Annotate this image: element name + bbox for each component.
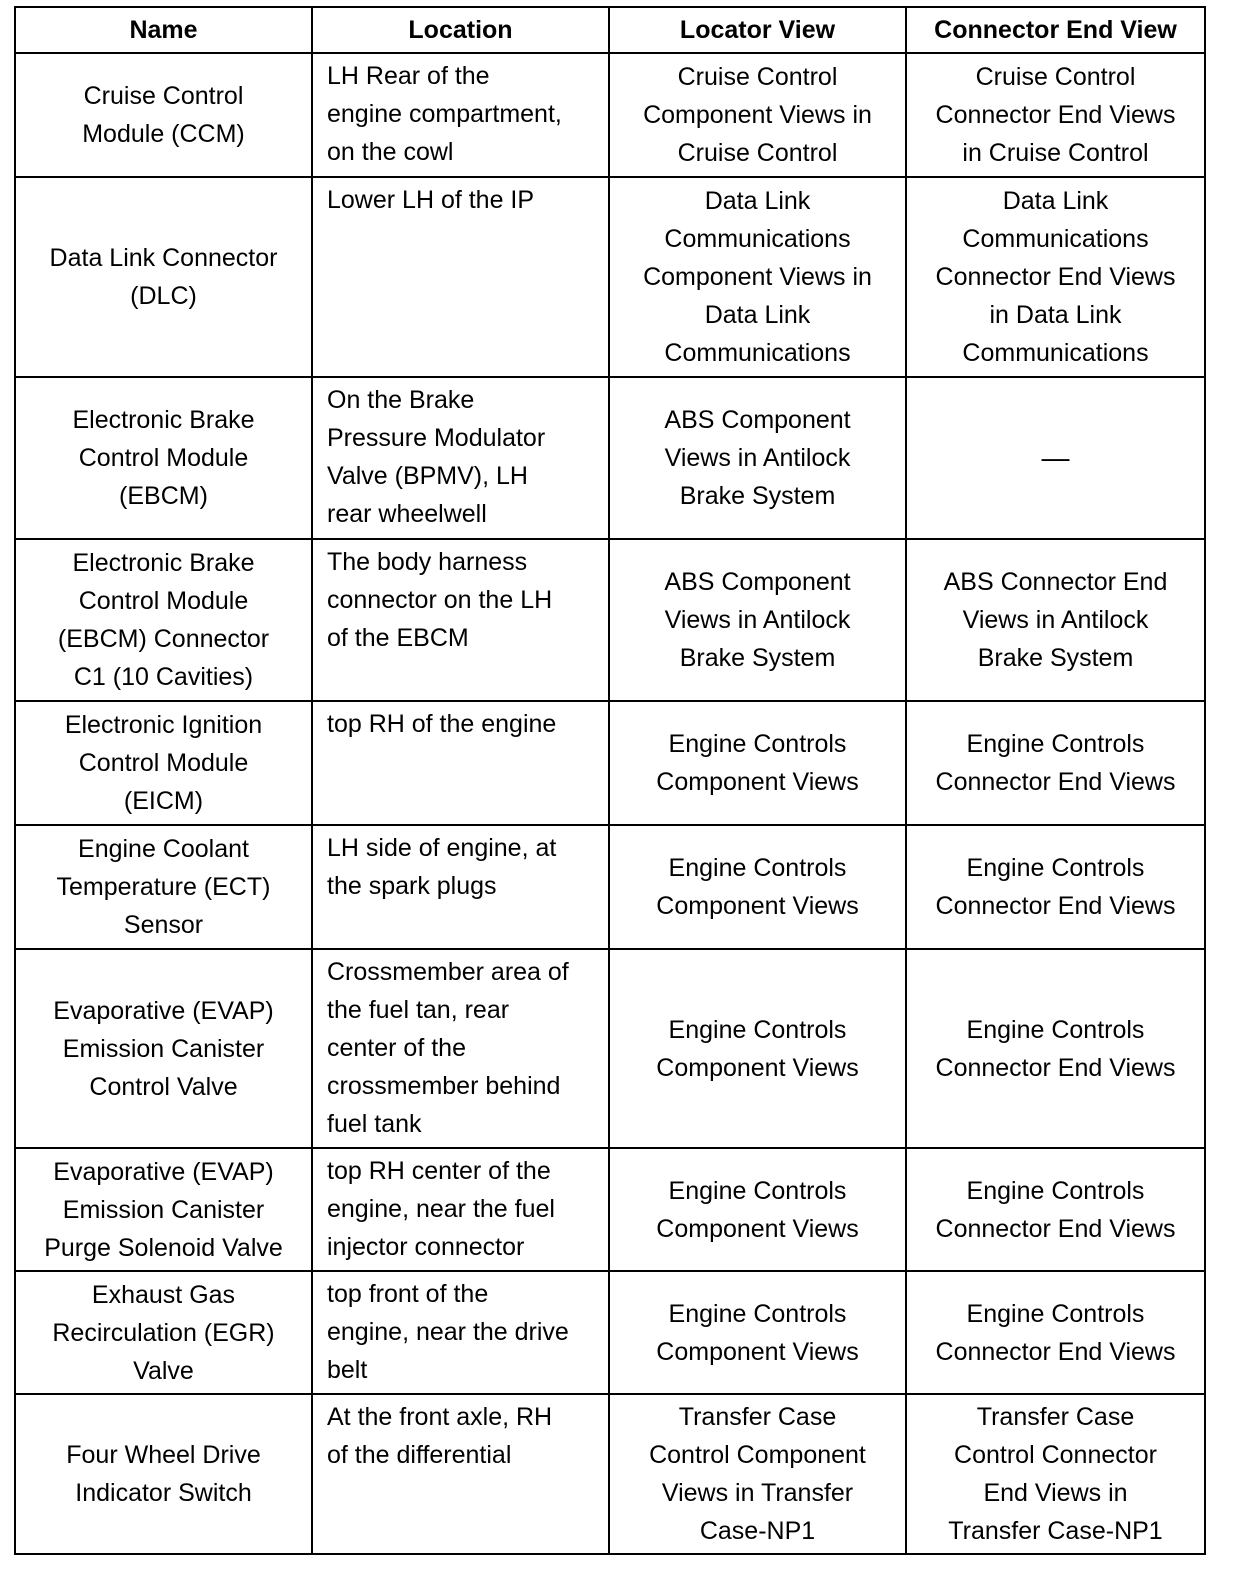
cell-name: Electronic Brake Control Module (EBCM) [15, 377, 312, 539]
table-row [15, 177, 1205, 377]
table-row [15, 1271, 1205, 1394]
header-name: Name [15, 7, 312, 53]
cell-connector-end-view: Engine Controls Connector End Views [906, 949, 1205, 1148]
cell-name: Cruise Control Module (CCM) [15, 53, 312, 177]
table-row [15, 949, 1205, 1148]
cell-locator-view: Engine Controls Component Views [609, 701, 906, 825]
cell-connector-end-view: Engine Controls Connector End Views [906, 1148, 1205, 1271]
cell-locator-view: Transfer Case Control Component Views in Transfer Case-NP1 [609, 1394, 906, 1554]
cell-name: Evaporative (EVAP) Emission Canister Control Valve [15, 949, 312, 1148]
header-row [15, 7, 1205, 53]
cell-connector-end-view: Data Link Communications Connector End Views in Data Link Communications [906, 177, 1205, 377]
cell-location: The body harness connector on the LH of the EBCM [312, 539, 609, 701]
table-row [15, 825, 1205, 949]
cell-connector-end-view: Engine Controls Connector End Views [906, 825, 1205, 949]
component-locator-table [14, 6, 1206, 1555]
cell-location: LH side of engine, at the spark plugs [312, 825, 609, 949]
table-row [15, 1394, 1205, 1554]
cell-locator-view: Engine Controls Component Views [609, 949, 906, 1148]
cell-locator-view: Data Link Communications Component Views in Data Link Communications [609, 177, 906, 377]
table-row [15, 1148, 1205, 1271]
cell-location: At the front axle, RH of the differential [312, 1394, 609, 1554]
cell-name: Exhaust Gas Recirculation (EGR) Valve [15, 1271, 312, 1394]
cell-connector-end-view: Cruise Control Connector End Views in Cruise Control [906, 53, 1205, 177]
cell-connector-end-view: — [906, 377, 1205, 539]
cell-locator-view: ABS Component Views in Antilock Brake System [609, 539, 906, 701]
table-row [15, 377, 1205, 539]
cell-locator-view: ABS Component Views in Antilock Brake System [609, 377, 906, 539]
header-location: Location [312, 7, 609, 53]
cell-location: Crossmember area of the fuel tan, rear center of the crossmember behind fuel tank [312, 949, 609, 1148]
cell-location: top RH of the engine [312, 701, 609, 825]
cell-location: top RH center of the engine, near the fuel injector connector [312, 1148, 609, 1271]
cell-connector-end-view: Transfer Case Control Connector End Views in Transfer Case-NP1 [906, 1394, 1205, 1554]
table-row [15, 53, 1205, 177]
cell-name: Electronic Brake Control Module (EBCM) Connector C1 (10 Cavities) [15, 539, 312, 701]
cell-location: Lower LH of the IP [312, 177, 609, 377]
cell-locator-view: Engine Controls Component Views [609, 1148, 906, 1271]
cell-connector-end-view: ABS Connector End Views in Antilock Brake System [906, 539, 1205, 701]
cell-name: Four Wheel Drive Indicator Switch [15, 1394, 312, 1554]
cell-location: LH Rear of the engine compartment, on the cowl [312, 53, 609, 177]
cell-location: top front of the engine, near the drive belt [312, 1271, 609, 1394]
header-connector-end-view: Connector End View [906, 7, 1205, 53]
cell-name: Electronic Ignition Control Module (EICM) [15, 701, 312, 825]
header-locator-view: Locator View [609, 7, 906, 53]
cell-name: Evaporative (EVAP) Emission Canister Purge Solenoid Valve [15, 1148, 312, 1271]
table-row [15, 701, 1205, 825]
cell-location: On the Brake Pressure Modulator Valve (BPMV), LH rear wheelwell [312, 377, 609, 539]
cell-locator-view: Engine Controls Component Views [609, 1271, 906, 1394]
cell-name: Data Link Connector (DLC) [15, 177, 312, 377]
cell-name: Engine Coolant Temperature (ECT) Sensor [15, 825, 312, 949]
cell-locator-view: Cruise Control Component Views in Cruise Control [609, 53, 906, 177]
table-row [15, 539, 1205, 701]
cell-locator-view: Engine Controls Component Views [609, 825, 906, 949]
cell-connector-end-view: Engine Controls Connector End Views [906, 1271, 1205, 1394]
cell-connector-end-view: Engine Controls Connector End Views [906, 701, 1205, 825]
